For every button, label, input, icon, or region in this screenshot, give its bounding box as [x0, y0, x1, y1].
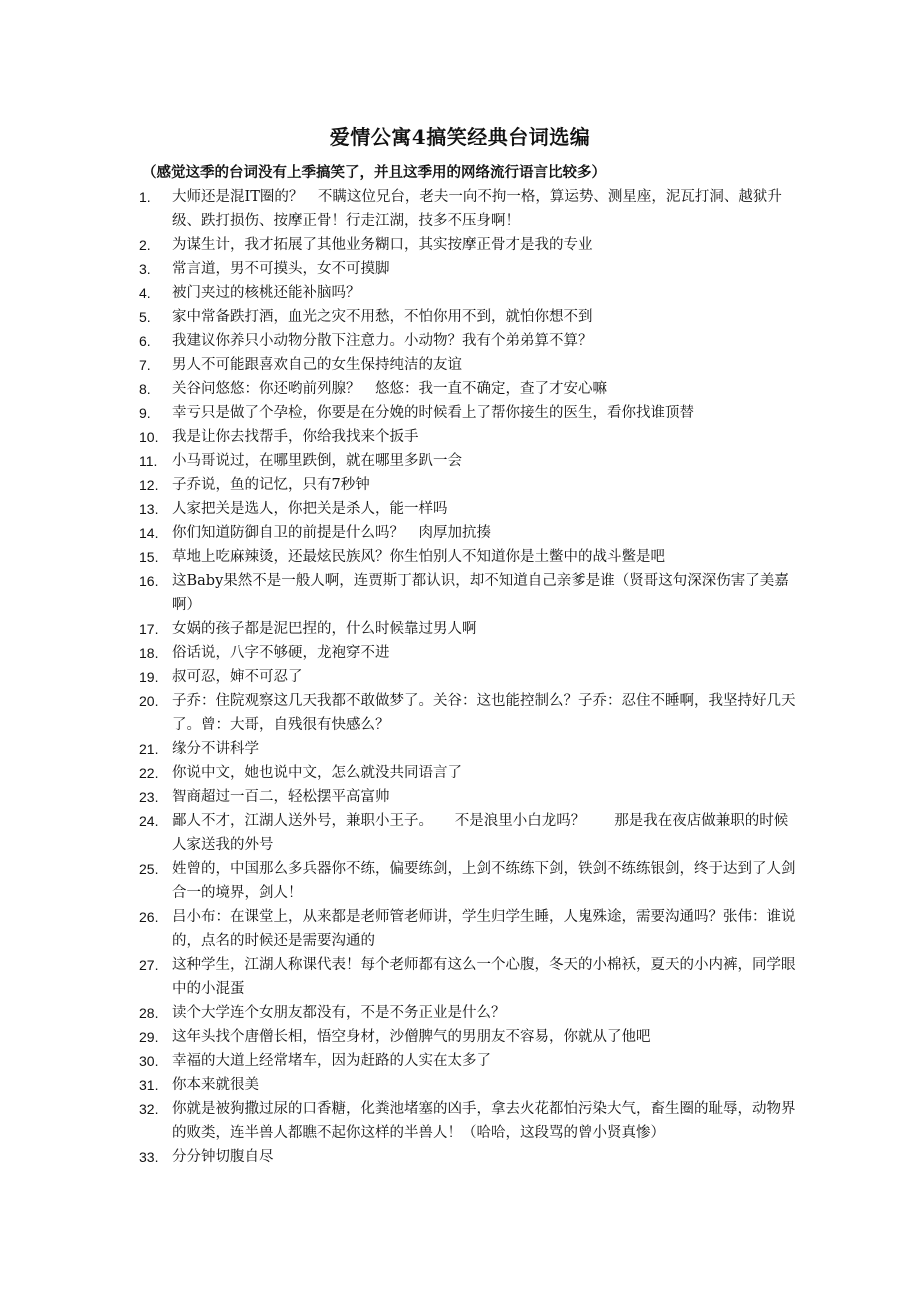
list-item-number: 13. — [139, 501, 159, 517]
list-item — [0, 473, 920, 497]
list-item-number: 5. — [139, 309, 151, 325]
list-item — [0, 761, 920, 785]
list-item-number: 15. — [139, 549, 159, 565]
document-title: 爱情公寓4搞笑经典台词选编 — [329, 125, 591, 149]
list-item — [0, 1145, 920, 1169]
list-item — [0, 257, 920, 281]
list-item-text: 这Baby果然不是一般人啊，连贾斯丁都认识，却不知道自己亲爹是谁（贤哥这句深深伤害了美嘉啊） — [172, 573, 789, 613]
list-item — [0, 953, 920, 1001]
list-item-number: 32. — [139, 1101, 159, 1117]
list-item-number: 20. — [139, 693, 159, 709]
list-item-text: 常言道，男不可摸头，女不可摸脚 — [172, 261, 390, 277]
list-item — [0, 449, 920, 473]
list-item — [0, 353, 920, 377]
list-item — [0, 785, 920, 809]
list-item-number: 27. — [139, 957, 159, 973]
list-item — [0, 641, 920, 665]
list-item — [0, 401, 920, 425]
list-item-number: 24. — [139, 813, 159, 829]
list-item-text: 男人不可能跟喜欢自己的女生保持纯洁的友谊 — [172, 357, 462, 373]
list-item-text: 你就是被狗撒过尿的口香糖，化粪池堵塞的凶手，拿去火花都怕污染大气，畜生圈的耻辱，动物界的败类，连半兽人都瞧不起你这样的半兽人！（哈哈，这段骂的曾小贤真惨） — [172, 1101, 796, 1141]
list-item — [0, 809, 920, 857]
list-item-text: 关谷问悠悠：你还哟前列腺？ 悠悠：我一直不确定，查了才安心嘛 — [172, 381, 607, 397]
list-item-number: 7. — [139, 357, 151, 373]
list-item-text: 读个大学连个女朋友都没有，不是不务正业是什么？ — [172, 1005, 506, 1021]
list-item-text: 你说中文，她也说中文，怎么就没共同语言了 — [172, 765, 462, 781]
list-item-text: 叔可忍，婶不可忍了 — [172, 669, 303, 685]
list-item-text: 子乔：住院观察这几天我都不敢做梦了。关谷：这也能控制么？子乔：忍住不睡啊，我坚持好几天了。曾：大哥，自残很有快感么？ — [172, 693, 796, 733]
list-item — [0, 497, 920, 521]
list-item-number: 12. — [139, 477, 159, 493]
list-item-number: 10. — [139, 429, 159, 445]
list-item — [0, 1097, 920, 1145]
list-item-text: 幸亏只是做了个孕检，你要是在分娩的时候看上了帮你接生的医生，看你找谁顶替 — [172, 405, 694, 421]
list-item — [0, 905, 920, 953]
list-item-number: 2. — [139, 237, 151, 253]
list-item-number: 17. — [139, 621, 159, 637]
list-item — [0, 233, 920, 257]
list-item — [0, 545, 920, 569]
list-item — [0, 569, 920, 617]
list-item — [0, 1049, 920, 1073]
list-item — [0, 377, 920, 401]
list-item-text: 草地上吃麻辣烫，还最炫民族风？你生怕别人不知道你是土鳖中的战斗鳖是吧 — [172, 549, 665, 565]
list-item-number: 18. — [139, 645, 159, 661]
list-item-number: 16. — [139, 573, 159, 589]
list-item-number: 3. — [139, 261, 151, 277]
list-item — [0, 425, 920, 449]
list-item-number: 26. — [139, 909, 159, 925]
list-item-number: 4. — [139, 285, 151, 301]
list-item-number: 23. — [139, 789, 159, 805]
list-item-text: 俗话说，八字不够硬，龙袍穿不进 — [172, 645, 390, 661]
list-item-number: 29. — [139, 1029, 159, 1045]
list-item-text: 小马哥说过，在哪里跌倒，就在哪里多趴一会 — [172, 453, 462, 469]
list-item-number: 28. — [139, 1005, 159, 1021]
list-item-text: 我建议你养只小动物分散下注意力。小动物？我有个弟弟算不算？ — [172, 333, 593, 349]
list-item-text: 女娲的孩子都是泥巴捏的，什么时候靠过男人啊 — [172, 621, 477, 637]
document-subtitle: （感觉这季的台词没有上季搞笑了，并且这季用的网络流行语言比较多） — [142, 164, 606, 181]
list-item — [0, 281, 920, 305]
list-item-text: 我是让你去找帮手，你给我找来个扳手 — [172, 429, 419, 445]
list-item — [0, 521, 920, 545]
list-item-number: 25. — [139, 861, 159, 877]
list-item-text: 分分钟切腹自尽 — [172, 1149, 274, 1165]
list-item-text: 缘分不讲科学 — [172, 741, 259, 757]
list-item-number: 9. — [139, 405, 151, 421]
list-item-text: 你们知道防御自卫的前提是什么吗？ 肉厚加抗揍 — [172, 525, 491, 541]
list-item — [0, 689, 920, 737]
list-item-number: 6. — [139, 333, 151, 349]
list-item-text: 为谋生计，我才拓展了其他业务糊口，其实按摩正骨才是我的专业 — [172, 237, 593, 253]
list-item-text: 大师还是混IT圈的？ 不瞒这位兄台，老夫一向不拘一格，算运势、测星座，泥瓦打洞、越狱升级、跌打损伤、按摩正骨！行走江湖，技多不压身啊！ — [172, 189, 782, 229]
list-item-text: 姓曾的，中国那么多兵器你不练，偏要练剑，上剑不练练下剑，铁剑不练练银剑，终于达到了人剑合一的境界，剑人！ — [172, 861, 796, 901]
list-item-text: 这年头找个唐僧长相，悟空身材，沙僧脾气的男朋友不容易，你就从了他吧 — [172, 1029, 651, 1045]
list-item-number: 31. — [139, 1077, 159, 1093]
list-item — [0, 617, 920, 641]
list-item-number: 19. — [139, 669, 159, 685]
list-item-text: 这种学生，江湖人称课代表！每个老师都有这么一个心腹，冬天的小棉袄，夏天的小内裤，同学眼中的小混蛋 — [172, 957, 796, 997]
list-item — [0, 1073, 920, 1097]
list-item — [0, 305, 920, 329]
list-item-number: 8. — [139, 381, 151, 397]
list-item — [0, 737, 920, 761]
list-item-number: 14. — [139, 525, 159, 541]
list-item — [0, 857, 920, 905]
quote-list — [0, 185, 920, 1169]
list-item — [0, 185, 920, 233]
list-item — [0, 1001, 920, 1025]
list-item-number: 30. — [139, 1053, 159, 1069]
list-item-text: 鄙人不才，江湖人送外号，兼职小王子。 不是浪里小白龙吗？ 那是我在夜店做兼职的时候人家送我的外号 — [172, 813, 789, 853]
list-item-number: 22. — [139, 765, 159, 781]
list-item-text: 人家把关是选人，你把关是杀人，能一样吗 — [172, 501, 448, 517]
list-item-text: 智商超过一百二，轻松摆平高富帅 — [172, 789, 390, 805]
list-item-number: 1. — [139, 189, 151, 205]
list-item-text: 家中常备跌打酒，血光之灾不用愁，不怕你用不到，就怕你想不到 — [172, 309, 593, 325]
list-item-text: 你本来就很美 — [172, 1077, 259, 1093]
list-item-number: 11. — [139, 453, 158, 469]
list-item-text: 子乔说，鱼的记忆，只有7秒钟 — [172, 477, 370, 493]
list-item-number: 33. — [139, 1149, 159, 1165]
list-item-text: 吕小布：在课堂上，从来都是老师管老师讲，学生归学生睡，人鬼殊途，需要沟通吗？张伟：谁说的，点名的时候还是需要沟通的 — [172, 909, 796, 949]
list-item-text: 被门夹过的核桃还能补脑吗？ — [172, 285, 361, 301]
list-item — [0, 665, 920, 689]
list-item — [0, 329, 920, 353]
list-item-number: 21. — [139, 741, 159, 757]
list-item-text: 幸福的大道上经常堵车，因为赶路的人实在太多了 — [172, 1053, 491, 1069]
list-item — [0, 1025, 920, 1049]
